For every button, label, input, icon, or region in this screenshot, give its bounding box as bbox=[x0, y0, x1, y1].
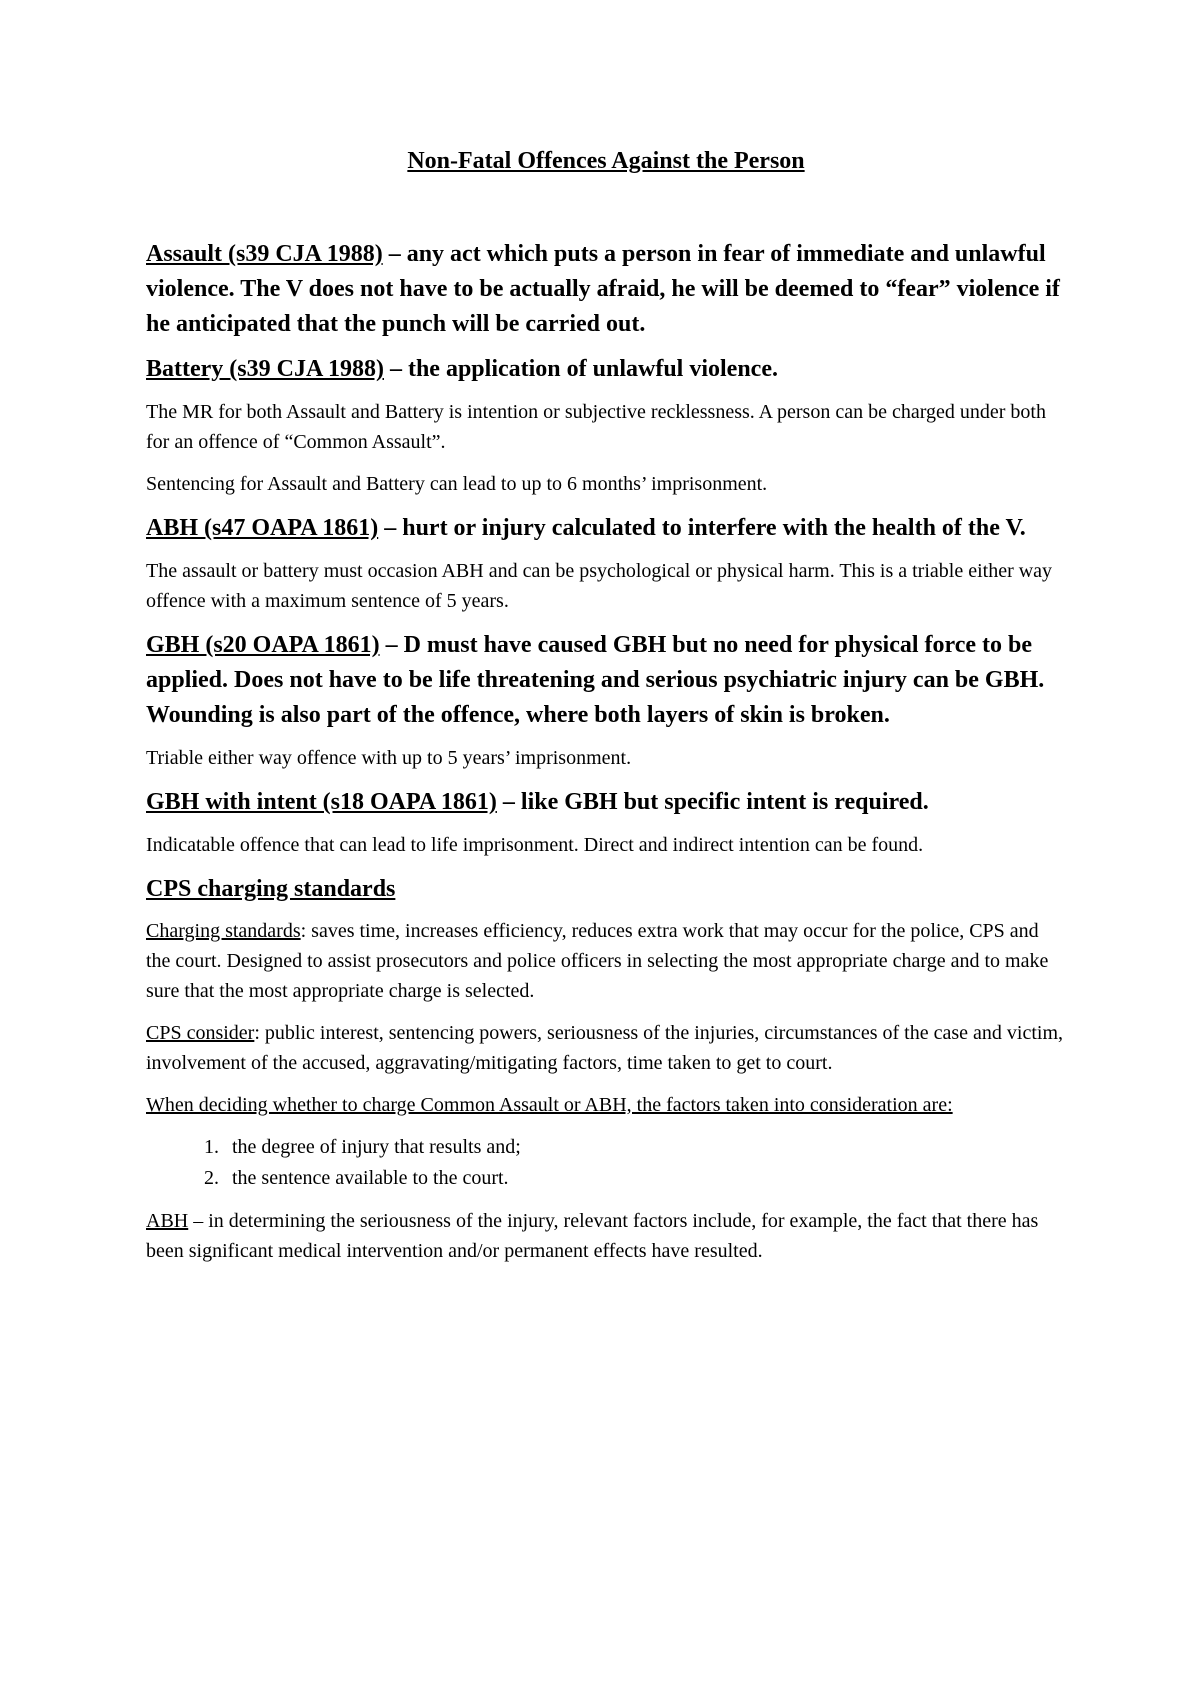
list-item: 1. the degree of injury that results and; bbox=[224, 1132, 1066, 1163]
gbh-paragraph bbox=[146, 628, 1066, 733]
charging-standards-text: : saves time, increases efficiency, reduces extra work that may occur for the police, CPS and the court. Designed to assist prosecutors and police officers in selecting the most appropriate charge and to make sure that the most appropriate charge is selected. bbox=[146, 920, 1049, 1002]
abh-paragraph bbox=[146, 511, 1066, 546]
document-title: Non-Fatal Offences Against the Person bbox=[407, 148, 805, 174]
battery-paragraph bbox=[146, 352, 1066, 387]
gbh-definition: – D must have caused GBH but no need for physical force to be applied. Does not have to be life threatening and serious psychiatric injury can be GBH. Wounding is also part of the offence, where both layers of skin is broken. bbox=[146, 632, 1045, 728]
sentencing-paragraph: Sentencing for Assault and Battery can lead to up to 6 months’ imprisonment. bbox=[146, 473, 768, 495]
gbh-explanation: Triable either way offence with up to 5 years’ imprisonment. bbox=[146, 747, 632, 769]
assault-term: Assault (s39 CJA 1988) bbox=[146, 241, 383, 267]
abh-final-text: – in determining the seriousness of the injury, relevant factors include, for example, the fact that there has been significant medical intervention and/or permanent effects have resulted. bbox=[146, 1210, 1039, 1262]
deciding-paragraph bbox=[146, 1090, 1066, 1120]
gbh-intent-definition: – like GBH but specific intent is required. bbox=[496, 789, 929, 815]
list-item: 2. the sentence available to the court. bbox=[224, 1163, 1066, 1194]
abh-explanation: The assault or battery must occasion ABH and can be psychological or physical harm. This is a triable either way offence with a maximum sentence of 5 years. bbox=[146, 560, 1053, 612]
battery-term: Battery (s39 CJA 1988) bbox=[146, 356, 384, 382]
assault-definition: – any act which puts a person in fear of immediate and unlawful violence. The V does not have to be actually afraid, he will be deemed to “fear” violence if he anticipated that the punch will be carried out. bbox=[146, 241, 1060, 337]
deciding-text: When deciding whether to charge Common Assault or ABH, the factors taken into consideration are: bbox=[146, 1094, 953, 1116]
charging-standards-label: Charging standards bbox=[146, 920, 301, 942]
abh-term: ABH (s47 OAPA 1861) bbox=[146, 515, 379, 541]
assault-paragraph bbox=[146, 237, 1066, 342]
abh-final-label: ABH bbox=[146, 1210, 189, 1232]
charging-standards-paragraph bbox=[146, 916, 1066, 1006]
abh-final-paragraph bbox=[146, 1206, 1066, 1266]
gbh-intent-term: GBH with intent (s18 OAPA 1861) bbox=[146, 789, 497, 815]
mr-paragraph: The MR for both Assault and Battery is intention or subjective recklessness. A person can be charged under both for an offence of “Common Assault”. bbox=[146, 401, 1046, 453]
gbh-intent-paragraph bbox=[146, 785, 1066, 820]
document-body bbox=[146, 145, 1066, 1278]
gbh-term: GBH (s20 OAPA 1861) bbox=[146, 632, 380, 658]
cps-heading: CPS charging standards bbox=[146, 876, 396, 902]
cps-consider-label: CPS consider bbox=[146, 1022, 255, 1044]
cps-consider-text: : public interest, sentencing powers, seriousness of the injuries, circumstances of the case and victim, involvement of the accused, aggravating/mitigating factors, time taken to get to court. bbox=[146, 1022, 1064, 1074]
cps-consider-paragraph bbox=[146, 1018, 1066, 1078]
gbh-intent-explanation: Indicatable offence that can lead to life imprisonment. Direct and indirect intention can be found. bbox=[146, 834, 924, 856]
abh-definition: – hurt or injury calculated to interfere with the health of the V. bbox=[378, 515, 1026, 541]
battery-definition: – the application of unlawful violence. bbox=[383, 356, 778, 382]
factors-list bbox=[146, 1132, 1066, 1194]
